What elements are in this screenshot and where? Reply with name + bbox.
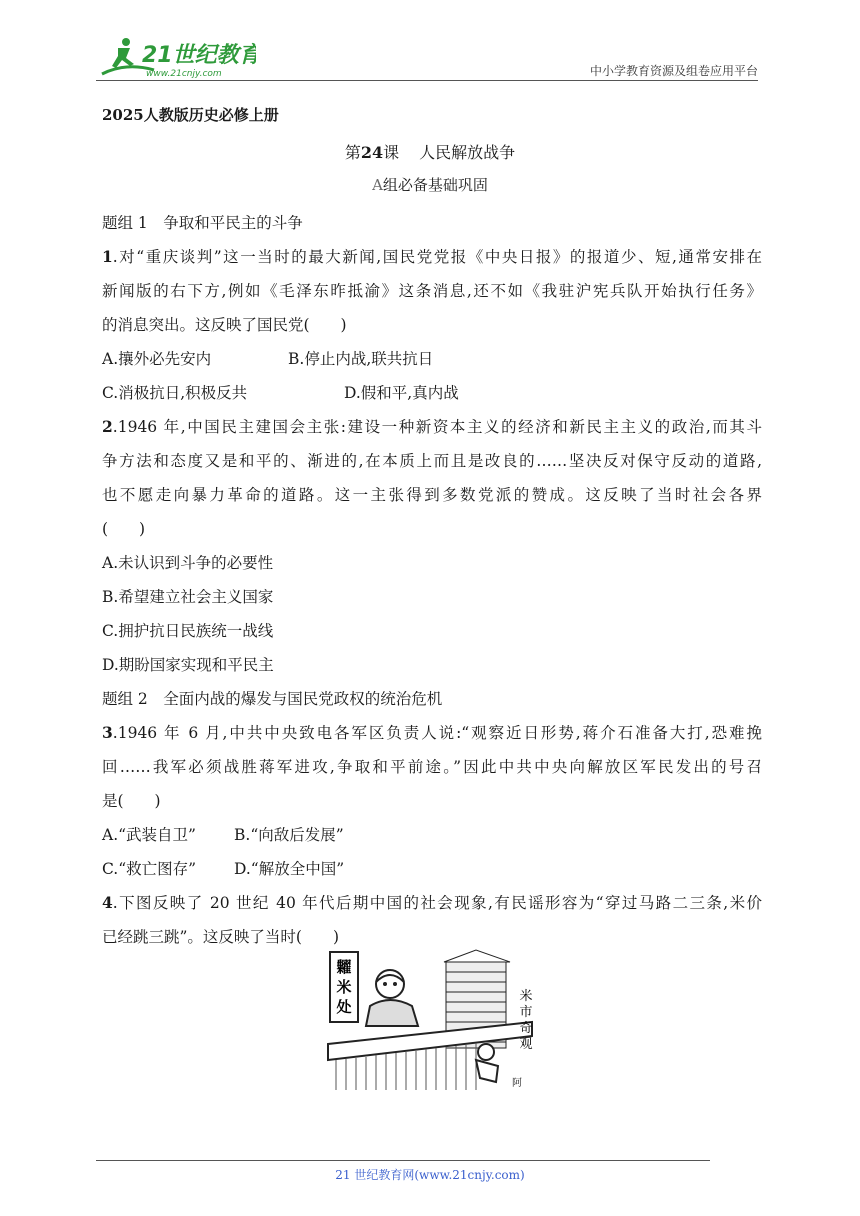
q2-option-b[interactable]: B.希望建立社会主义国家 [102, 588, 274, 606]
sign-char: 米 [336, 978, 352, 996]
q3-option-c[interactable]: C.“救亡图存” [102, 860, 197, 878]
sign-text [335, 958, 351, 1016]
q3-line [102, 716, 762, 750]
lesson-suffix: 课 [383, 143, 400, 162]
section-heading: 题组 1 争取和平民主的斗争 [102, 214, 303, 232]
q1-option-c[interactable]: C.消极抗日,积极反共 [102, 384, 248, 402]
lesson-title [0, 140, 860, 163]
header-platform-text: 中小学教育资源及组卷应用平台 [589, 64, 758, 78]
group-rest: 组必备基础巩固 [382, 176, 488, 194]
q1-line [102, 240, 762, 274]
q3-line: 回……我军必须战胜蒋军进攻,争取和平前途。”因此中共中央向解放区军民发出的号召 [102, 758, 762, 776]
group-letter: A [372, 176, 383, 194]
rice-market-cartoon-image [326, 948, 538, 1094]
cartoon-mark: 阿 [512, 1078, 522, 1089]
logo-url: www.21cnjy.com [146, 69, 222, 79]
questions-body [102, 206, 762, 954]
q3-text: .1946 年 6 月,中共中央致电各军区负责人说:“观察近日形势,蒋介石准备大打,恐难挽 [112, 724, 762, 742]
q1-option-b[interactable]: B.停止内战,联共抗日 [288, 350, 434, 368]
q3-options-row [102, 818, 762, 852]
q1-options-row [102, 376, 762, 410]
q4-number: 4 [102, 893, 113, 912]
group-heading [0, 174, 860, 195]
sign-char: 糶 [336, 958, 352, 976]
lesson-name: 人民解放战争 [419, 143, 516, 162]
runner-logo-icon [96, 34, 256, 80]
q1-number: 1 [102, 247, 113, 266]
caption-char: 市 [519, 1005, 533, 1020]
q3-option-a[interactable]: A.“武装自卫” [102, 826, 196, 844]
q4-line [102, 886, 762, 920]
logo-text: 21世纪教育 [142, 43, 256, 68]
caption-char: 米 [519, 989, 533, 1004]
q1-options-row [102, 342, 762, 376]
q2-option-a[interactable]: A.未认识到斗争的必要性 [102, 554, 274, 572]
q1-text: .对“重庆谈判”这一当时的最大新闻,国民党党报《中央日报》的报道少、短,通常安排在 [112, 248, 762, 266]
q2-option-c[interactable]: C.拥护抗日民族统一战线 [102, 622, 274, 640]
sign-char: 处 [336, 998, 352, 1016]
cartoon-figure [326, 948, 538, 1094]
q2-line: 争方法和态度又是和平的、渐进的,在本质上而且是改良的……坚决反对保守反动的道路, [102, 452, 762, 470]
book-title: 2025人教版历史必修上册 [102, 106, 279, 124]
q2-line: ( ) [102, 520, 146, 538]
footer-site-link[interactable]: 21 世纪教育网(www.21cnjy.com) [335, 1168, 525, 1182]
q4-line: 已经跳三跳”。这反映了当时( ) [102, 928, 340, 946]
q2-number: 2 [102, 417, 113, 436]
q2-option-d[interactable]: D.期盼国家实现和平民主 [102, 656, 274, 674]
lesson-prefix: 第 [344, 143, 361, 162]
q2-text: .1946 年,中国民主建国会主张:建设一种新资本主义的经济和新民主主义的政治,而其斗 [112, 418, 762, 436]
section-heading: 题组 2 全面内战的爆发与国民党政权的统治危机 [102, 690, 443, 708]
caption-char: 观 [519, 1037, 533, 1052]
q1-option-d[interactable]: D.假和平,真内战 [344, 384, 459, 402]
q3-number: 3 [102, 723, 113, 742]
caption-char: 奇 [519, 1021, 533, 1036]
q1-line: 新闻版的右下方,例如《毛泽东昨抵渝》这条消息,还不如《我驻沪宪兵队开始执行任务》 [102, 282, 762, 300]
footer-divider [96, 1160, 710, 1161]
q3-line: 是( ) [102, 792, 161, 810]
q3-option-d[interactable]: D.“解放全中国” [234, 860, 345, 878]
q4-text: .下图反映了 20 世纪 40 年代后期中国的社会现象,有民谣形容为“穿过马路二三条,米价 [112, 894, 762, 912]
lesson-number: 24 [360, 143, 384, 162]
header-divider [96, 80, 758, 81]
q2-line [102, 410, 762, 444]
q3-options-row [102, 852, 762, 886]
site-logo [96, 34, 256, 80]
q1-line: 的消息突出。这反映了国民党( ) [102, 316, 347, 334]
q2-line: 也不愿走向暴力革命的道路。这一主张得到多数党派的赞成。这反映了当时社会各界 [102, 486, 762, 504]
q3-option-b[interactable]: B.“向敌后发展” [234, 826, 344, 844]
q1-option-a[interactable]: A.攘外必先安内 [102, 350, 212, 368]
